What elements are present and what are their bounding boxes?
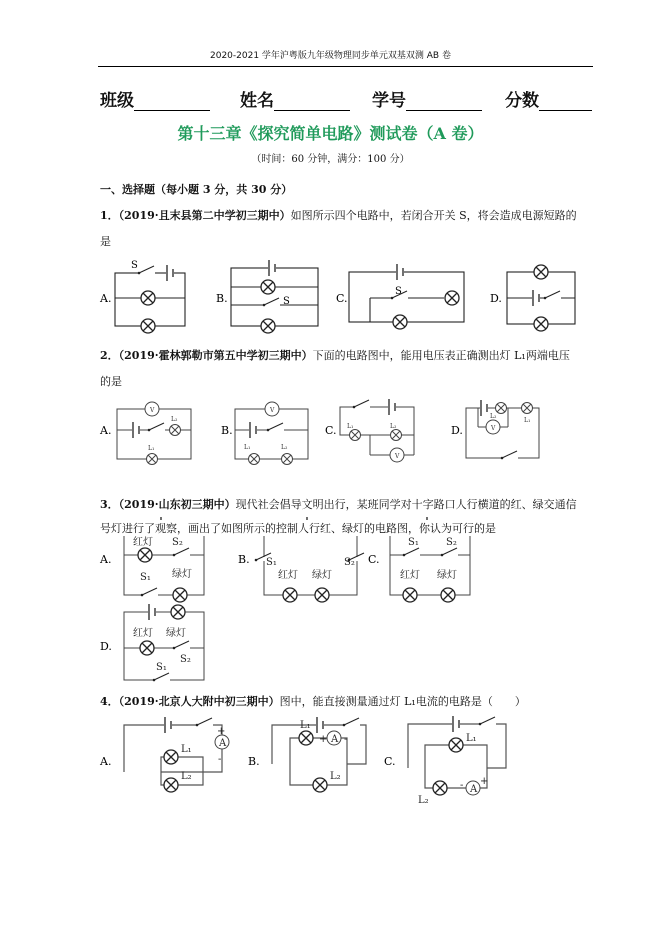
page-header: 2020-2021 学年沪粤版九年级物理同步单元双基双测 AB 卷 <box>210 51 451 61</box>
minus-sign: - <box>460 780 464 791</box>
question-1-cont: 是 <box>100 235 111 248</box>
label-l1: L₁ <box>347 423 354 430</box>
label-s1: S₁ <box>266 557 277 568</box>
q-text: 如图所示四个电路中，若闭合开关 S，将会造成电源短路的 <box>290 209 577 222</box>
option-b[interactable]: B. <box>221 424 233 437</box>
label-l1: L₁ <box>148 445 155 452</box>
label-l2: L₂ <box>418 795 429 806</box>
label-l1: L₁ <box>244 444 251 451</box>
plus-sign: + <box>480 776 489 787</box>
label-l1: L₁ <box>524 417 531 424</box>
plus-sign: + <box>217 726 226 737</box>
name-label: 姓名 <box>240 91 274 111</box>
label-l1: L₁ <box>466 733 477 744</box>
question-2-cont: 的是 <box>100 375 122 388</box>
question-4 <box>100 693 526 709</box>
label-red-light: 红灯 <box>278 570 298 581</box>
label-s2: S₂ <box>180 654 191 665</box>
option-a[interactable]: A. <box>100 424 112 437</box>
plus-sign: + <box>319 734 328 745</box>
option-d[interactable]: D. <box>451 424 463 437</box>
section-heading: 一、选择题（每小题 3 分，共 30 分） <box>100 183 293 196</box>
label-s2: S₂ <box>172 537 183 548</box>
option-a[interactable]: A. <box>100 292 112 305</box>
option-d[interactable]: D. <box>490 292 502 305</box>
minus-sign: - <box>218 754 222 765</box>
voltmeter-label: V <box>150 407 155 414</box>
question-2 <box>100 347 570 363</box>
exam-title: 第十三章《探究简单电路》测试卷（A 卷） <box>177 124 484 143</box>
ammeter-label: A <box>219 738 227 749</box>
ammeter-label: A <box>470 784 478 795</box>
option-a[interactable]: A. <box>100 755 112 768</box>
label-green-light: 绿灯 <box>312 570 332 581</box>
label-s: S <box>283 296 290 307</box>
option-b[interactable]: B. <box>216 292 228 305</box>
option-c[interactable]: C. <box>368 553 380 566</box>
label-s: S <box>131 260 138 271</box>
option-b[interactable]: B. <box>248 755 260 768</box>
question-3-cont: 号灯进行了观察，画出了如图所示的控制人行红、绿灯的电路图，你认为可行的是 <box>100 522 496 535</box>
label-green-light: 绿灯 <box>166 628 186 639</box>
label-s1: S₁ <box>140 572 151 583</box>
option-b[interactable]: B. <box>238 553 250 566</box>
score-label: 分数 <box>505 91 539 111</box>
label-red-light: 红灯 <box>400 570 420 581</box>
label-green-light: 绿灯 <box>437 570 457 581</box>
option-c[interactable]: C. <box>384 755 396 768</box>
label-red-light: 红灯 <box>133 537 153 548</box>
label-l1: L₁ <box>181 744 192 755</box>
q-source: （2019·霍林郭勒市第五中学初三期中） <box>118 349 313 362</box>
label-l2: L₂ <box>490 413 497 420</box>
minus-sign: - <box>344 734 348 745</box>
q-number: 1． <box>100 209 119 222</box>
label-s2: S₂ <box>344 557 355 568</box>
voltmeter-label: V <box>491 425 496 432</box>
q-source: （2019·北京人大附中初三期中） <box>118 695 280 708</box>
q-number: 3． <box>100 498 119 511</box>
option-c[interactable]: C. <box>336 292 348 305</box>
label-l2: L₂ <box>390 423 397 430</box>
q-text: 图中，能直接测量通过灯 L₁电流的电路是（ ） <box>279 695 526 708</box>
label-green-light: 绿灯 <box>172 569 192 580</box>
label-l2: L₂ <box>171 416 178 423</box>
exam-time: （时间：60 分钟，满分：100 分） <box>251 154 410 165</box>
q-text: 下面的电路图中，能用电压表正确测出灯 L₁两端电压 <box>312 349 570 362</box>
q-number: 4． <box>100 695 119 708</box>
q-source: （2019·山东初三期中） <box>118 498 236 511</box>
label-red-light: 红灯 <box>133 628 153 639</box>
label-s2: S₂ <box>446 537 457 548</box>
option-d[interactable]: D. <box>100 640 112 653</box>
class-label: 班级 <box>100 91 134 111</box>
question-3 <box>100 496 577 512</box>
q-number: 2． <box>100 349 119 362</box>
q-source: （2019·且末县第二中学初三期中） <box>118 209 291 222</box>
label-l2: L₂ <box>281 444 288 451</box>
voltmeter-label: V <box>270 407 275 414</box>
id-label: 学号 <box>372 91 406 111</box>
label-l1: L₁ <box>300 720 311 731</box>
ammeter-label: A <box>331 734 339 745</box>
q-text: 现代社会倡导文明出行，某班同学对十字路口人行横道的红、绿交通信 <box>235 498 577 511</box>
label-s1: S₁ <box>408 537 419 548</box>
label-l2: L₂ <box>181 771 192 782</box>
option-a[interactable]: A. <box>100 553 112 566</box>
label-l2: L₂ <box>330 771 341 782</box>
label-s1: S₁ <box>156 662 167 673</box>
voltmeter-label: V <box>395 453 400 460</box>
label-s: S <box>395 286 402 297</box>
option-c[interactable]: C. <box>325 424 337 437</box>
